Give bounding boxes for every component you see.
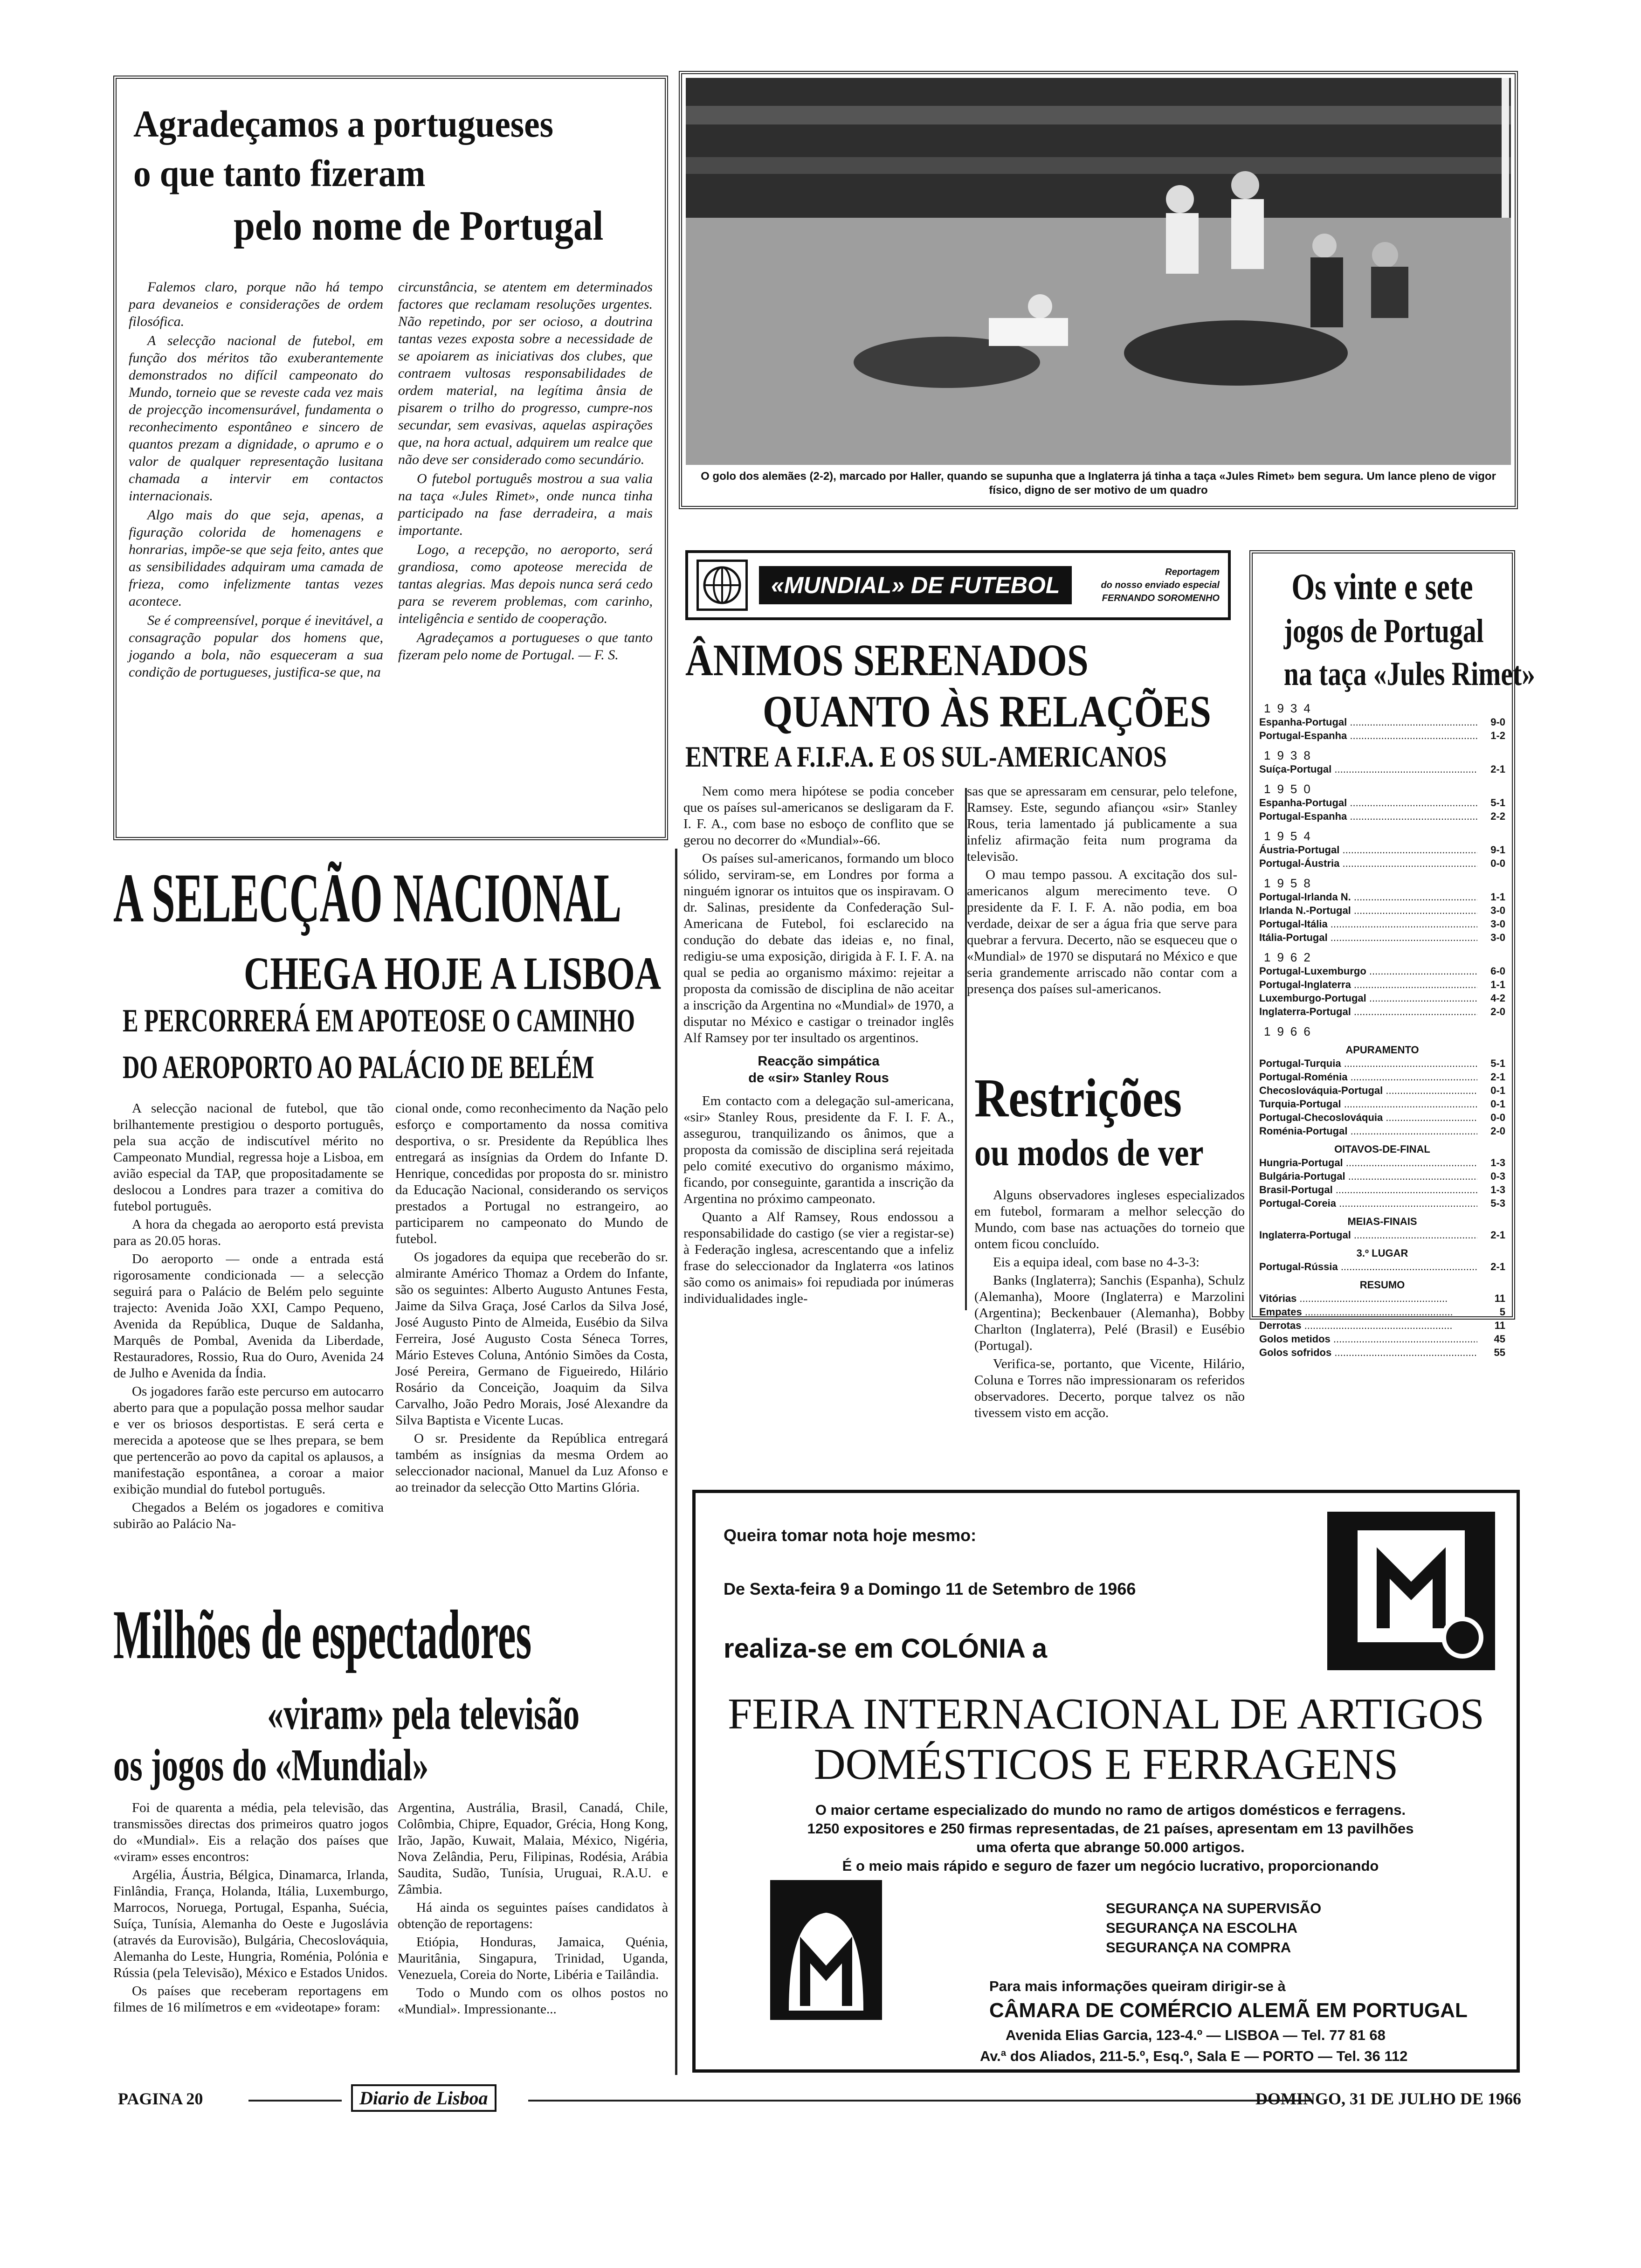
selection-col-1: A selecção nacional de futebol, que tão brilhantemente prestigiou o desporto português, pela sua acção de indiscutível mérito no Campeonato Mundial, regressa hoje a Lisboa, em avião especial da TAP, que propositadamente se deslocou a Londres para trazer a comitiva do futebol português. A hora da chegada ao aeroporto está prevista para as 20.05 horas. Do aeroporto — onde a entrada está rigorosamente condicionada — a selecção seguirá para o Palácio de Belém pelo seguinte trajecto: Avenida João XXI, Campo Pequeno, Avenida da República, Duque de Saldanha, Marquês de Pombal, Avenida da Liberdade, Restauradores, Rossio, Rua do Ouro, Avenida 24 de Julho e Avenida da Índia. Os jogadores farão este percurso em autocarro aberto para que a população possa melhor saudar e ver os briosos desportistas. E será certa e merecida a apoteose que se lhes prepara, se bem que pertencerão ao povo da capital os aplausos, a manifestação espontânea, a coroar a maior exibição mundial do futebol português. Chegados a Belém os jogadores e comitiva subirão ao Palácio Na- — [113, 1101, 384, 1531]
page-footer — [113, 2084, 1521, 2112]
match-score: 3-0 — [1490, 918, 1505, 930]
restrictions-headline-2: ou modos de ver — [974, 1131, 1204, 1174]
ad-addr-1: Avenida Elias Garcia, 123-4.º — LISBOA — Tel. 77 81 68 — [1006, 2027, 1386, 2043]
match-score: 2-0 — [1490, 1125, 1505, 1137]
selection-article — [113, 853, 673, 1581]
match-name: Hungria-Portugal ..... — [1259, 1156, 1477, 1169]
page-number: PAGINA 20 — [118, 2089, 203, 2108]
issue-date: DOMINGO, 31 DE JULHO DE 1966 — [1255, 2089, 1521, 2108]
selection-col-2: cional onde, como reconhecimento da Nação pelo esforço e comportamento da nossa comitiva desportiva, o sr. Presidente da República lhes entregará as insígnias da Ordem do Infante D. Henrique, concedidas por proposta do sr. ministro da Educação Nacional, considerando os serviços prestados a Portugal no estrangeiro, ao participarem no campeonato do Mundo de futebol. Os jogadores da equipa que receberão do sr. almirante Américo Thomaz a Ordem do Infante, são os seguintes: Alberto Augusto Antunes Festa, Jaime da Silva Graça, José Carlos da Silva José, José Augusto Pinto de Almeida, Eusébio da Silva Ferreira, José Augusto Costa Séneca Torres, Mário Esteves Coluna, António Simões da Costa, José Pereira, Germano de Figueiredo, Hilário Rosário da Conceição, Joaquim da Silva Carvalho, João Pedro Morais, José Alexandre da Silva Baptista e Vicente Lucas. O sr. Presidente da República entregará também as insígnias da mesma Ordem ao seleccionador nacional, Manuel da Luz Afonso e ao treinador da selecção Otto Martins Glória. — [395, 1101, 668, 1495]
photo-frame — [679, 71, 1518, 509]
match-score: 3-0 — [1490, 905, 1505, 916]
fair-advertisement — [692, 1490, 1520, 2073]
year-label: 1966 — [1264, 1024, 1317, 1038]
result-row — [1259, 1183, 1505, 1196]
match-score: 1-3 — [1490, 1157, 1505, 1169]
tv-headline-2: «viram» pela televisão — [267, 1689, 580, 1739]
year-label: 1954 — [1264, 829, 1317, 843]
editorial-col-2: circunstância, se atentem em determinados factores que reclamam resoluções urgentes. Não repetindo, por ser ocioso, a doutrina tantas vezes exposta sobre a necessidade de se apoiarem as iniciativas dos clubes, que contraem vultosas responsabilidades de ordem material, na legítima ânsia de pisarem o trilho do progresso, cumpre-nos secundar, sem evasivas, aquelas aspirações que, na hora actual, adquirem um realce que não deve ser considerado como secundário. O futebol português mostrou a sua valia na taça «Jules Rimet», onde nunca tinha participado na fase derradeira, a mais importante. Logo, a recepção, no aeroporto, será grandiosa, como apoteose merecida de tantas alegrias. Mas depois nunca será cedo para se reverem problemas, com carinho, inteligência e sentido de cooperação. Agradeçamos a portugueses o que tanto fizeram pelo nome de Portugal. — F. S. — [398, 279, 653, 663]
result-row — [1259, 1057, 1505, 1070]
result-row — [1259, 1260, 1505, 1273]
match-name: Turquia-Portugal ..... — [1259, 1097, 1477, 1111]
match-name: Brasil-Portugal ..... — [1259, 1183, 1477, 1196]
result-row — [1259, 809, 1505, 823]
match-score: 9-0 — [1490, 716, 1505, 728]
match-name: Espanha-Portugal ..... — [1259, 715, 1477, 729]
match-name: Inglaterra-Portugal ..... — [1259, 1005, 1477, 1018]
match-name: Golos sofridos ..... — [1259, 1346, 1477, 1359]
match-name: Empates ..... — [1259, 1305, 1477, 1319]
match-name: Portugal-Checoslováquia ..... — [1259, 1111, 1477, 1124]
selection-headline-2: CHEGA HOJE A LISBOA — [244, 947, 662, 999]
section-label: RESUMO — [1359, 1279, 1405, 1291]
tv-col-2: Argentina, Austrália, Brasil, Canadá, Chile, Colômbia, Chipre, Equador, Grécia, Hong Kong, Irão, Japão, Kuwait, Malaia, México, Nigéria, Nova Zelândia, Peru, Filipinas, Rodésia, Arábia Saudita, Sudão, Tunísia, Uruguai, R.A.U. e Zâmbia. Há ainda os seguintes países candidatos à obtenção de reportagens: Etiópia, Honduras, Jamaica, Quénia, Mauritânia, Singapura, Trinidad, Uganda, Venezuela, Coreia do Norte, Libéria e Tailândia. Todo o Mundo com os olhos postos no «Mundial». Impressionante... — [398, 1800, 668, 2017]
year-label: 1950 — [1264, 782, 1317, 796]
ad-org: CÂMARA DE COMÉRCIO ALEMÃ EM PORTUGAL — [989, 1999, 1468, 2022]
match-name: Roménia-Portugal ..... — [1259, 1124, 1477, 1138]
results-headline: Os vinte e sete jogos de Portugal na taça «Jules Rimet» — [1283, 567, 1535, 692]
match-photo-illustration — [686, 78, 1511, 465]
match-score: 1-3 — [1490, 1184, 1505, 1196]
match-score: 0-0 — [1490, 857, 1505, 869]
match-name: Luxemburgo-Portugal ..... — [1259, 991, 1477, 1005]
tv-headline-3: os jogos do «Mundial» — [113, 1740, 429, 1791]
result-row — [1259, 1292, 1505, 1305]
restrictions-body: Alguns observadores ingleses especializados em futebol, formaram a melhor selecção do Mundo, com base nas actuações do torneio que ontem ficou concluído. Eis a equipa ideal, com base no 4-3-3: Banks (Inglaterra); Sanchis (Espanha), Schulz (Alemanha), Moore (Inglaterra) e Marzolini (Argentina); Beckenbauer (Alemanha), Bobby Charlton (Inglaterra), Pelé (Brasil) e Eusébio (Portugal). Verifica-se, portanto, que Vicente, Hilário, Coluna e Torres não impressionaram os referidos observadores. Decerto, porque talvez os não tivessem visto em acção. — [974, 1188, 1245, 1420]
result-row — [1259, 1228, 1505, 1242]
match-name: Portugal-Roménia ..... — [1259, 1070, 1477, 1084]
restrictions-article — [974, 1067, 1245, 1420]
tv-article — [113, 1595, 673, 2084]
match-name: Irlanda N.-Portugal ..... — [1259, 904, 1477, 917]
match-name: Itália-Portugal ..... — [1259, 931, 1477, 944]
match-name: Portugal-Irlanda N. ..... — [1259, 890, 1477, 904]
year-label: 1958 — [1264, 876, 1317, 890]
match-name: Portugal-Itália ..... — [1259, 917, 1477, 931]
result-row — [1259, 991, 1505, 1005]
ad-info: Para mais informações queiram dirigir-se à — [989, 1978, 1286, 1994]
result-row — [1259, 1111, 1505, 1124]
photo-caption: O golo dos alemães (2-2), marcado por Haller, quando se supunha que a Inglaterra já tinha a taça «Jules Rimet» bem segura. Um lance pleno de vigor físico, digno de ser motivo de um quadro — [701, 470, 1496, 497]
match-score: 2-1 — [1490, 1261, 1505, 1272]
result-row — [1259, 978, 1505, 991]
result-row — [1259, 1196, 1505, 1210]
results-table — [1259, 702, 1505, 1359]
result-row — [1259, 1005, 1505, 1018]
match-name: Suíça-Portugal ..... — [1259, 762, 1477, 776]
year-label: 1962 — [1264, 950, 1317, 964]
match-photo — [686, 78, 1511, 465]
editorial-headline — [129, 92, 653, 278]
fifa-col-2: sas que se apressaram em censurar, pelo telefone, Ramsey. Este, segundo afiançou «sir» Stanley Rous, teria lamentado já publicamente a sua infeliz afirmação feita num programa da televisão. O mau tempo passou. A excitação dos sul-americanos algum merecimento teve. O presidente da F. I. F. A. não podia, em boa verdade, deixar de ser a água fria que serve para quebrar a fervura. Decerto, não se esqueceu que o «Mundial» de 1970 se disputará no México e que seria grandemente arriscado não contar com a presença dos países sul-americanos. — [967, 784, 1237, 996]
match-name: Bulgária-Portugal ..... — [1259, 1169, 1477, 1183]
match-score: 2-2 — [1490, 810, 1505, 822]
match-score: 5-1 — [1490, 797, 1505, 809]
fair-logo-bottom — [770, 1880, 882, 2020]
match-name: Portugal-Coreia ..... — [1259, 1196, 1477, 1210]
fifa-col-1b: Em contacto com a delegação sul-americana, «sir» Stanley Rous, presidente da F. I. F. A., assegurou, tranquilizando os ânimos, que a proposta da comissão de disciplina será rejeitada pelo comité executivo do organismo máximo, ficando, por conseguinte, garantida a inscrição da Argentina no próximo campeonato. Quanto a Alf Ramsey, Rous endossou a responsabilidade do castigo (se vier a registar-se) à Federação inglesa, acrescentando que a infeliz frase do seleccionador da Inglaterra «os latinos são como os animais» foi repudiada por inúmeras individualidades ingle- — [683, 1093, 954, 1306]
ad-title: FEIRA INTERNACIONAL DE ARTIGOS DOMÉSTICOS E FERRAGENS — [728, 1690, 1484, 1789]
result-row — [1259, 1332, 1505, 1346]
result-row — [1259, 1305, 1505, 1319]
editorial-box — [113, 76, 668, 840]
result-row — [1259, 762, 1505, 776]
match-score: 2-1 — [1490, 1071, 1505, 1083]
match-score: 0-1 — [1490, 1098, 1505, 1110]
result-row — [1259, 843, 1505, 857]
match-score: 6-0 — [1490, 965, 1505, 977]
match-score: 5-1 — [1490, 1058, 1505, 1069]
editorial-col-1: Falemos claro, porque não há tempo para devaneios e considerações de ordem filosófica. A selecção nacional de futebol, em função dos méritos tão exuberantemente demonstrados no difícil campeonato do Mundo, torneio que se reveste cada vez mais de projecção incomensurável, fundamenta o reconhecimento espontâneo e sincero de quantos prezam a dignidade, o aprumo e o valor de qualquer representação lusitana chamada a intervir em contactos internacionais. Algo mais do que seja, apenas, a figuração colorida de homenagens e honrarias, impõe-se que seja feito, antes que as sensibilidades adquiram uma camada de frieza, como infelizmente tantas vezes acontece. Se é compreensível, porque é inevitável, a consagração popular dos homens que, jogando a bola, não esqueceram a sua condição de portugueses, justifica-se que, na — [129, 279, 383, 680]
match-name: Portugal-Áustria ..... — [1259, 857, 1477, 870]
result-row — [1259, 1070, 1505, 1084]
ad-where: realiza-se em COLÓNIA a — [724, 1633, 1048, 1664]
match-score: 0-3 — [1490, 1170, 1505, 1182]
selection-headline-3: E PERCORRERÁ EM APOTEOSE O CAMINHO — [123, 1003, 635, 1039]
match-score: 0-1 — [1490, 1085, 1505, 1096]
result-row — [1259, 729, 1505, 742]
result-row — [1259, 890, 1505, 904]
ad-addr-2: Av.ª dos Aliados, 211-5.º, Esq.º, Sala E — PORTO — Tel. 36 112 — [980, 2048, 1408, 2064]
match-name: Portugal-Inglaterra ..... — [1259, 978, 1477, 991]
fifa-headline-1: ÂNIMOS SERENADOS — [685, 635, 1089, 685]
section-label: OITAVOS-DE-FINAL — [1334, 1143, 1430, 1155]
editorial-headline-line-2: o que tanto fizeram — [133, 152, 426, 194]
editorial-headline-line-3: pelo nome de Portugal — [234, 203, 604, 249]
year-label: 1934 — [1264, 701, 1317, 715]
match-name: Portugal-Turquia ..... — [1259, 1057, 1477, 1070]
result-row — [1259, 1084, 1505, 1097]
results-table-box — [1249, 550, 1535, 1358]
section-banner — [685, 550, 1231, 620]
tv-headline-1: Milhões de espectadores — [113, 1596, 532, 1673]
match-score: 1-1 — [1490, 891, 1505, 903]
result-row — [1259, 931, 1505, 944]
ad-dates: De Sexta-feira 9 a Domingo 11 de Setembro de 1966 — [724, 1579, 1136, 1598]
match-name: Portugal-Espanha ..... — [1259, 809, 1477, 823]
year-label: 1938 — [1264, 748, 1317, 762]
fifa-headline-2: QUANTO ÀS RELAÇÕES — [763, 686, 1211, 736]
globe-emblem-icon — [696, 560, 748, 611]
banner-credit: Reportagem do nosso enviado especial FERNANDO SOROMENHO — [1101, 567, 1220, 603]
ad-lead: Queira tomar nota hoje mesmo: — [724, 1526, 977, 1545]
match-name: Portugal-Espanha ..... — [1259, 729, 1477, 742]
match-score: 0-0 — [1490, 1112, 1505, 1123]
result-row — [1259, 1346, 1505, 1359]
banner-title: «MUNDIAL» DE FUTEBOL — [759, 566, 1072, 604]
tv-col-1: Foi de quarenta a média, pela televisão, das transmissões directas dos primeiros quatro jogos do «Mundial». Eis a relação dos países que «viram» esses encontros: Argélia, Áustria, Bélgica, Dinamarca, Irlanda, Finlândia, França, Holanda, Itália, Luxemburgo, Marrocos, Noruega, Portugal, Espanha, Suécia, Suíça, Tunísia, Alemanha do Oeste e Jugoslávia (através da Eurovisão), Bulgária, Checoslováquia, Alemanha do Leste, Hungria, Roménia, Polónia e Rússia (pela Televisão), México e Estados Unidos. Os países que receberam reportagens em filmes de 16 milímetros e em «videotape» foram: — [113, 1800, 388, 2015]
match-name: Portugal-Luxemburgo ..... — [1259, 964, 1477, 978]
section-label: MEIAS-FINAIS — [1347, 1216, 1417, 1227]
match-score: 11 — [1494, 1320, 1505, 1331]
ad-safety: SEGURANÇA NA SUPERVISÃO SEGURANÇA NA ESCOLHA SEGURANÇA NA COMPRA — [1106, 1900, 1322, 1956]
selection-headline-4: DO AEROPORTO AO PALÁCIO DE BELÉM — [123, 1050, 594, 1086]
match-name: Golos metidos ..... — [1259, 1332, 1477, 1346]
result-row — [1259, 796, 1505, 809]
match-score: 45 — [1494, 1333, 1505, 1345]
match-score: 3-0 — [1490, 932, 1505, 943]
match-score: 11 — [1494, 1293, 1505, 1304]
match-score: 55 — [1494, 1347, 1505, 1358]
match-name: Espanha-Portugal ..... — [1259, 796, 1477, 809]
match-score: 4-2 — [1490, 992, 1505, 1004]
result-row — [1259, 715, 1505, 729]
result-row — [1259, 904, 1505, 917]
match-score: 1-1 — [1490, 979, 1505, 990]
result-row — [1259, 917, 1505, 931]
match-score: 1-2 — [1490, 730, 1505, 741]
match-score: 2-1 — [1490, 763, 1505, 775]
result-row — [1259, 964, 1505, 978]
match-score: 2-1 — [1490, 1229, 1505, 1241]
match-name: Derrotas ..... — [1259, 1319, 1477, 1332]
result-row — [1259, 1156, 1505, 1169]
editorial-headline-line-1: Agradeçamos a portugueses — [133, 103, 554, 145]
match-name: Inglaterra-Portugal ..... — [1259, 1228, 1477, 1242]
section-label: 3.º LUGAR — [1356, 1247, 1408, 1259]
match-name: Áustria-Portugal ..... — [1259, 843, 1477, 857]
match-name: Checoslováquia-Portugal ..... — [1259, 1084, 1477, 1097]
section-label: APURAMENTO — [1345, 1044, 1419, 1056]
fifa-headline-3: ENTRE A F.I.F.A. E OS SUL-AMERICANOS — [685, 740, 1167, 773]
match-name: Vitórias ..... — [1259, 1292, 1477, 1305]
match-name: Portugal-Rússia ..... — [1259, 1260, 1477, 1273]
fair-logo-top — [1327, 1512, 1495, 1670]
match-score: 5 — [1499, 1306, 1505, 1318]
result-row — [1259, 1124, 1505, 1138]
ad-body: O maior certame especializado do mundo no ramo de artigos domésticos e ferragens. 1250 expositores e 250 firmas representadas, de 21 países, apresentam em 13 pavilhões uma oferta que abrange 50.000 artigos. É o meio mais rápido e seguro de fazer um negócio lucrativo, proporcionando — [807, 1802, 1414, 1874]
fifa-col-1: Nem como mera hipótese se podia conceber que os países sul-americanos se desligaram da F. I. F. A., com base no esboço de conflito que se gerou no decorrer do «Mundial»-66. Os países sul-americanos, formando um bloco sólido, serviram-se, em Londres por forma a ninguém ignorar os intuitos que os inspiravam. O dr. Salinas, presidente da Confederação Sul-Americana de Futebol, foi esclarecido na condução do debate das ideias e, no final, redigiu-se uma exposição, dirigida à F. I. F. A. na qual se pedia ao organismo máximo: rejeitar a proposta da comissão de disciplina de não aceitar a inscrição da Argentina no «Mundial» de 1970, a disputar no México e castigar o treinador inglês Alf Ramsey por ter insultado os argentinos. — [683, 784, 954, 1045]
selection-headline-1: A SELECÇÃO NACIONAL — [113, 859, 622, 937]
match-score: 5-3 — [1490, 1197, 1505, 1209]
match-score: 2-0 — [1490, 1006, 1505, 1017]
fifa-subhead: Reacção simpática de «sir» Stanley Rous — [748, 1054, 889, 1086]
restrictions-headline-1: Restrições — [974, 1067, 1182, 1128]
masthead-logo: Diario de Lisboa — [351, 2084, 496, 2112]
result-row — [1259, 857, 1505, 870]
result-row — [1259, 1169, 1505, 1183]
result-row — [1259, 1097, 1505, 1111]
result-row — [1259, 1319, 1505, 1332]
match-score: 9-1 — [1490, 844, 1505, 856]
